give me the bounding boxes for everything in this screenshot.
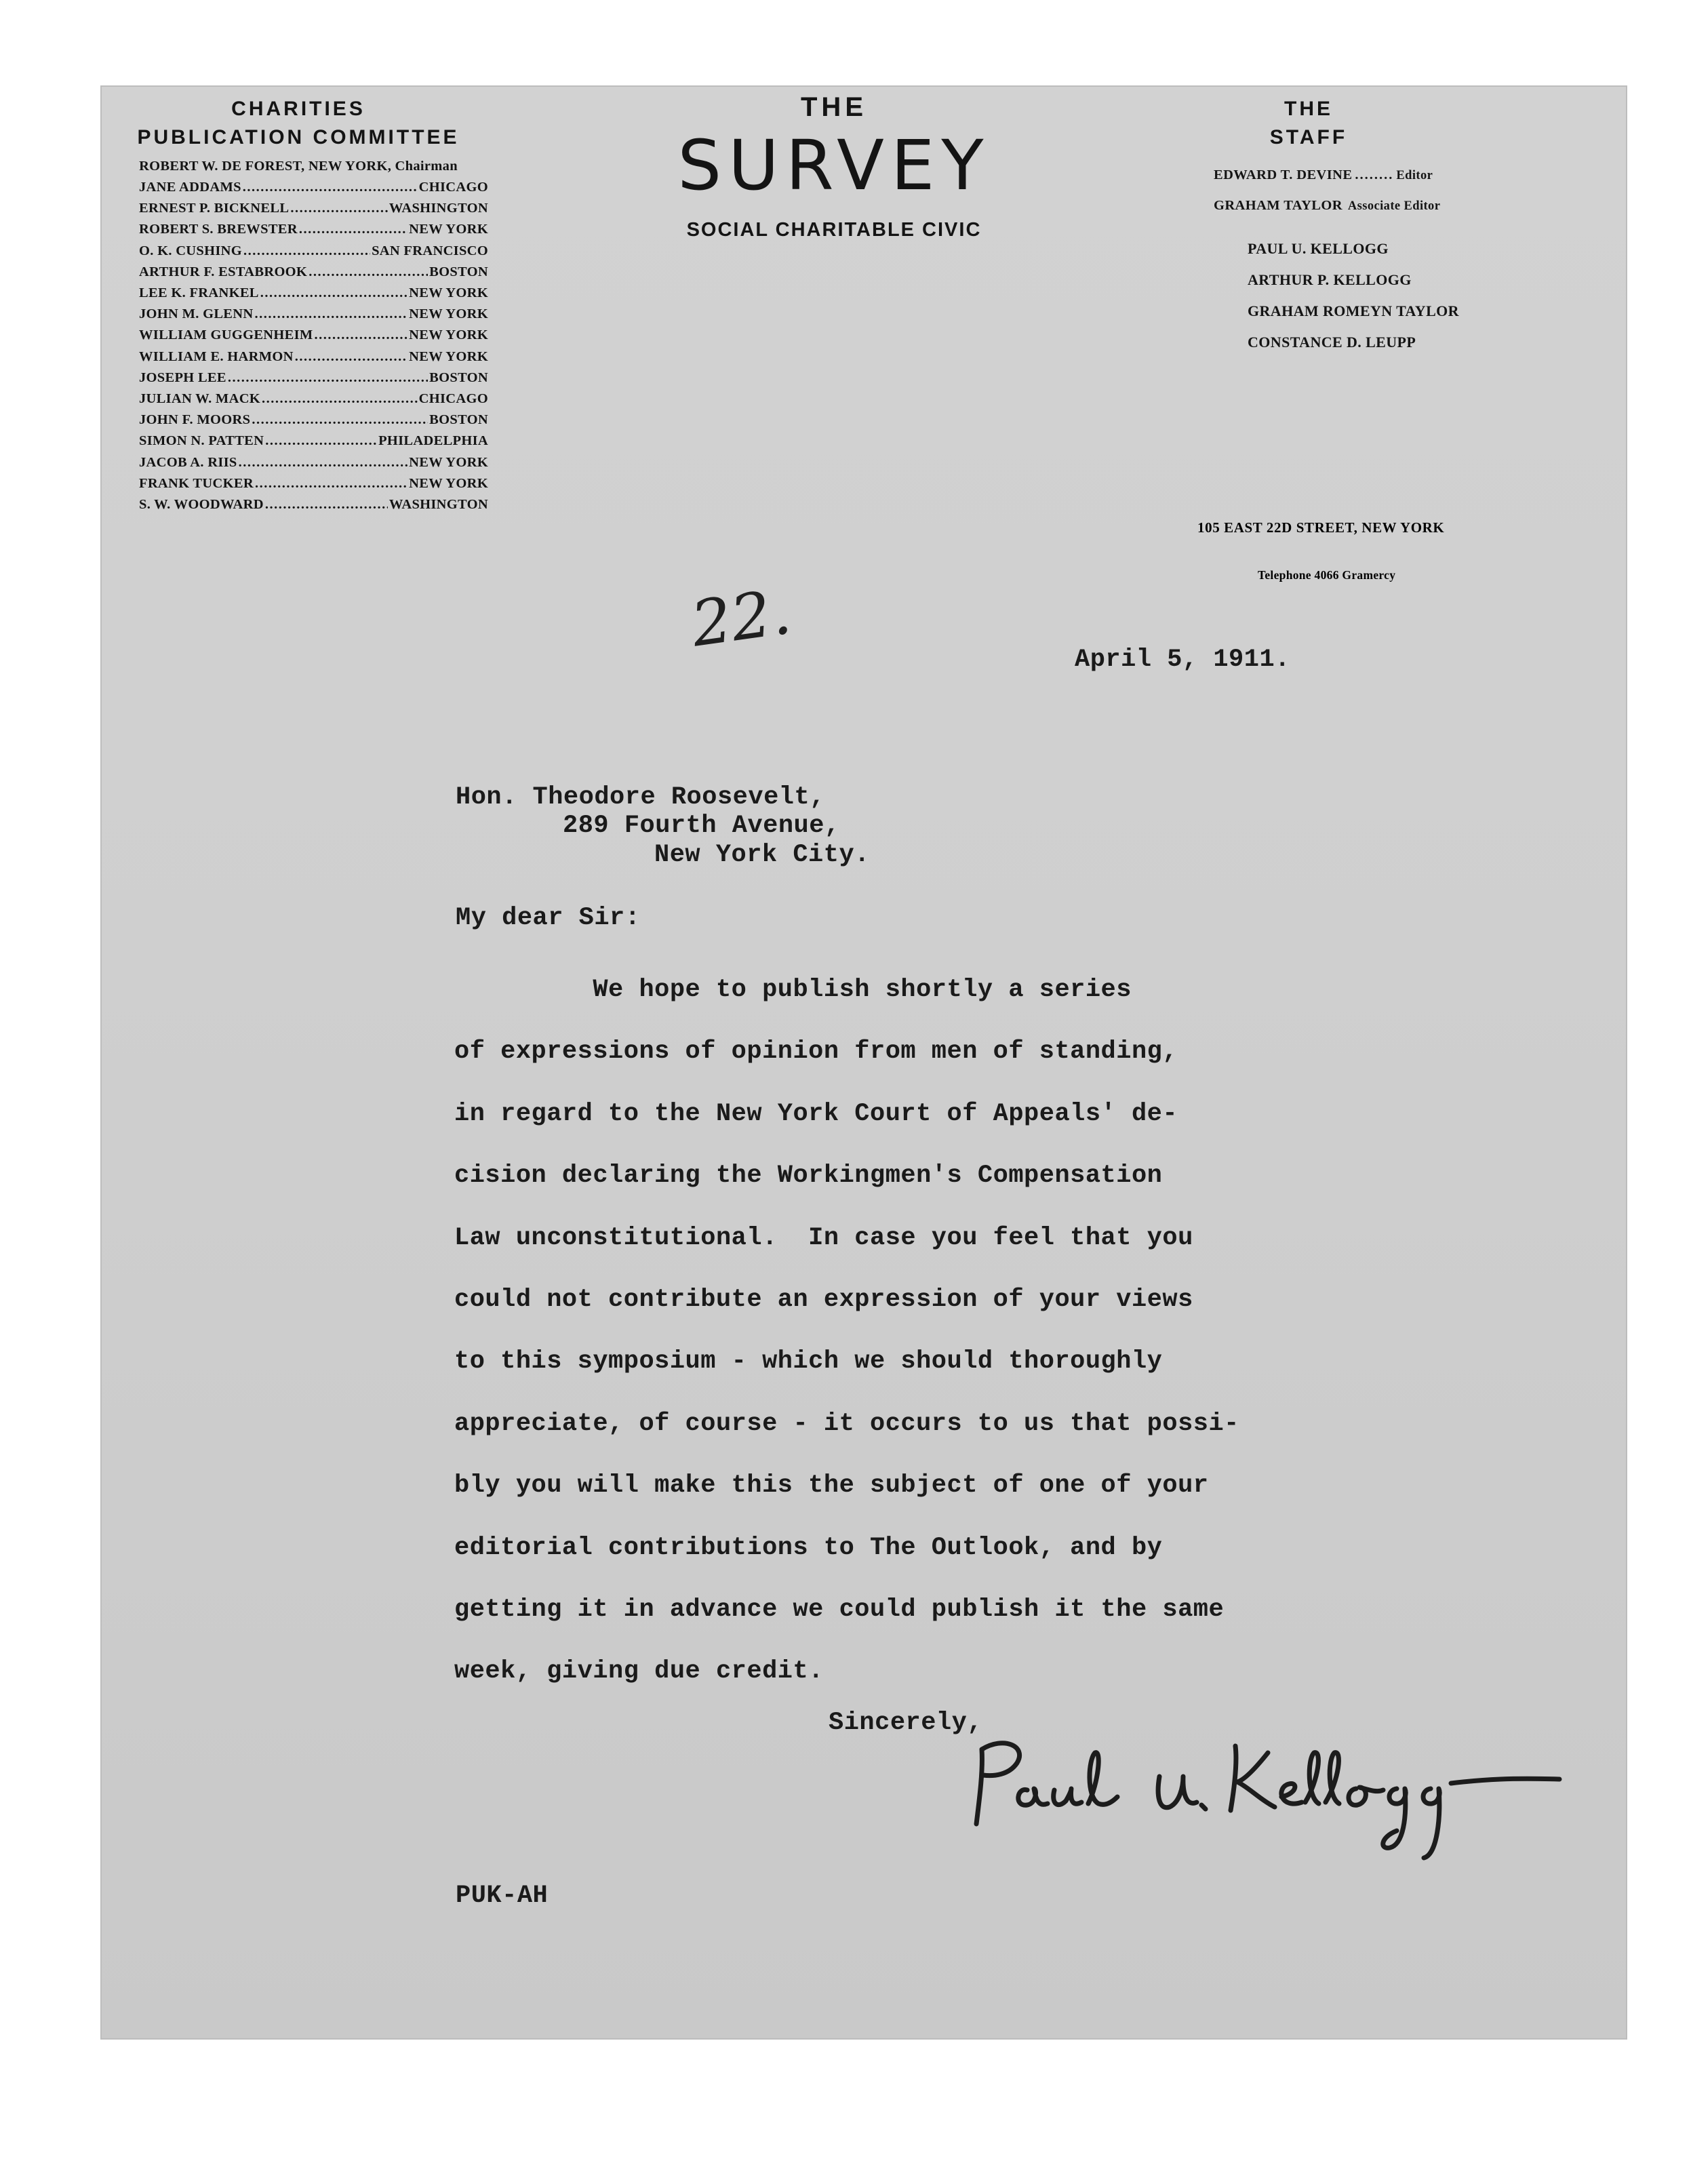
committee-member-row: [139, 346, 488, 368]
committee-member-row: [139, 410, 488, 431]
committee-member-name: JOSEPH LEE: [139, 370, 226, 385]
leader-dots: [315, 325, 408, 346]
committee-member-name: WILLIAM E. HARMON: [139, 349, 294, 364]
body-line: could not contribute an expression of your views: [454, 1286, 1193, 1315]
committee-member-row: [139, 304, 488, 325]
committee-member-city: CHICAGO: [418, 391, 488, 407]
body-line: bly you will make this the subject of one of your: [454, 1471, 1209, 1501]
office-address: 105 EAST 22D STREET, NEW YORK: [1197, 519, 1445, 536]
handwritten-page-number: 22.: [687, 575, 796, 661]
staff-heading-line2: STAFF: [1269, 126, 1348, 148]
leader-dots: [243, 241, 370, 262]
committee-member-city: NEW YORK: [409, 285, 488, 301]
leader-dots: [243, 177, 418, 198]
staff-member: CONSTANCE D. LEUPP: [1248, 334, 1416, 351]
committee-member-row: [139, 219, 488, 240]
committee-member-row: [139, 473, 488, 494]
staff-heading-line1: THE: [1284, 98, 1333, 120]
committee-member-name: JULIAN W. MACK: [139, 391, 261, 407]
typist-initials: PUK-AH: [456, 1882, 549, 1910]
staff-editor-role: Associate Editor: [1347, 199, 1441, 213]
committee-member-name: JACOB A. RIIS: [139, 454, 237, 470]
body-line: Law unconstitutional. In case you feel that you: [454, 1223, 1193, 1252]
closing: Sincerely,: [829, 1709, 983, 1737]
masthead-the: THE: [801, 92, 867, 122]
staff-editor-row: [1214, 160, 1512, 191]
committee-member-city: BOSTON: [429, 264, 488, 279]
committee-member-row: [139, 177, 488, 198]
committee-member-name: JOHN F. MOORS: [139, 412, 251, 428]
committee-heading-line1: CHARITIES: [231, 98, 365, 120]
committee-member-row: [139, 198, 488, 219]
committee-member-city: NEW YORK: [409, 475, 488, 491]
committee-member-row: [139, 452, 488, 473]
masthead: [603, 88, 1065, 247]
recipient-line2: 289 Fourth Avenue,: [563, 812, 840, 840]
staff-block: [1105, 95, 1512, 358]
letter-date: April 5, 1911.: [1075, 646, 1290, 674]
body-line: week, giving due credit.: [454, 1657, 824, 1686]
committee-member-city: BOSTON: [429, 412, 488, 428]
committee-member-city: NEW YORK: [409, 454, 488, 470]
recipient-line3: New York City.: [654, 841, 870, 869]
committee-member-city: WASHINGTON: [389, 201, 488, 216]
committee-chairman: ROBERT W. DE FOREST, NEW YORK, Chairman: [139, 159, 458, 174]
committee-member-name: O. K. CUSHING: [139, 243, 242, 258]
committee-member-row: [139, 241, 488, 262]
committee-member-city: PHILADELPHIA: [378, 433, 488, 449]
recipient-line1: Hon. Theodore Roosevelt,: [456, 783, 825, 812]
committee-member-city: NEW YORK: [409, 349, 488, 364]
body-line: cision declaring the Workingmen's Compensation: [454, 1162, 1163, 1191]
leader-dots: [295, 346, 407, 368]
committee-member-name: JOHN M. GLENN: [139, 306, 254, 322]
salutation: My dear Sir:: [456, 904, 641, 932]
committee-member-row: [139, 325, 488, 346]
committee-member-city: SAN FRANCISCO: [372, 243, 488, 258]
body-line: in regard to the New York Court of Appeals' de-: [454, 1099, 1178, 1128]
committee-member-row: [139, 494, 488, 515]
staff-member: ARTHUR P. KELLOGG: [1248, 271, 1412, 288]
committee-member-name: LEE K. FRANKEL: [139, 285, 259, 301]
committee-member-name: WILLIAM GUGGENHEIM: [139, 327, 313, 343]
staff-member: PAUL U. KELLOGG: [1248, 240, 1389, 257]
staff-editor-list: [1214, 160, 1512, 221]
leader-dots: [228, 368, 428, 389]
committee-member-name: SIMON N. PATTEN: [139, 433, 264, 449]
masthead-tagline: SOCIAL CHARITABLE CIVIC: [686, 219, 982, 241]
signature: [963, 1722, 1573, 1871]
masthead-title: SURVEY: [677, 125, 991, 206]
committee-member-name: FRANK TUCKER: [139, 475, 254, 491]
committee-member-row: [139, 389, 488, 410]
committee-member-row: [139, 262, 488, 283]
leader-dots: [265, 431, 377, 452]
committee-member-list: [102, 177, 495, 515]
committee-member-city: CHICAGO: [418, 180, 488, 195]
leader-dots: [262, 389, 418, 410]
committee-member-city: NEW YORK: [409, 306, 488, 322]
committee-member-city: BOSTON: [429, 370, 488, 385]
staff-editor-name: GRAHAM TAYLOR: [1214, 198, 1342, 213]
leader-dots: [255, 473, 407, 494]
body-line: We hope to publish shortly a series: [454, 976, 1132, 1004]
staff-editor-role: Editor: [1396, 169, 1433, 182]
staff-editor-row: [1214, 191, 1512, 221]
committee-member-city: NEW YORK: [409, 327, 488, 343]
committee-member-name: JANE ADDAMS: [139, 180, 241, 195]
committee-member-name: S. W. WOODWARD: [139, 497, 264, 513]
leader-dots: ........: [1355, 167, 1394, 182]
body-line: editorial contributions to The Outlook, and by: [454, 1533, 1163, 1562]
leader-dots: [254, 304, 407, 325]
staff-member-list: [1214, 233, 1512, 358]
body-line: getting it in advance we could publish it the same: [454, 1595, 1225, 1625]
leader-dots: [299, 219, 407, 240]
office-telephone: Telephone 4066 Gramercy: [1258, 568, 1396, 582]
staff-editor-name: EDWARD T. DEVINE: [1214, 167, 1353, 182]
committee-member-row: [139, 368, 488, 389]
body-line: of expressions of opinion from men of standing,: [454, 1037, 1178, 1067]
leader-dots: [239, 452, 408, 473]
staff-member: GRAHAM ROMEYN TAYLOR: [1248, 302, 1459, 319]
body-line: to this symposium - which we should thoroughly: [454, 1347, 1163, 1376]
body-line: appreciate, of course - it occurs to us that possi-: [454, 1409, 1239, 1438]
committee-member-name: ARTHUR F. ESTABROOK: [139, 264, 308, 279]
committee-member-name: ERNEST P. BICKNELL: [139, 201, 290, 216]
letter-body: [454, 959, 1404, 1703]
committee-member-city: NEW YORK: [409, 222, 488, 237]
committee-member-city: WASHINGTON: [389, 497, 488, 513]
leader-dots: [252, 410, 428, 431]
committee-member-row: [139, 283, 488, 304]
committee-member-row: [139, 431, 488, 452]
leader-dots: [309, 262, 428, 283]
leader-dots: [290, 198, 388, 219]
leader-dots: [265, 494, 388, 515]
leader-dots: [260, 283, 407, 304]
committee-member-name: ROBERT S. BREWSTER: [139, 222, 298, 237]
committee-block: [102, 95, 495, 515]
committee-heading-line2: PUBLICATION COMMITTEE: [137, 126, 460, 148]
